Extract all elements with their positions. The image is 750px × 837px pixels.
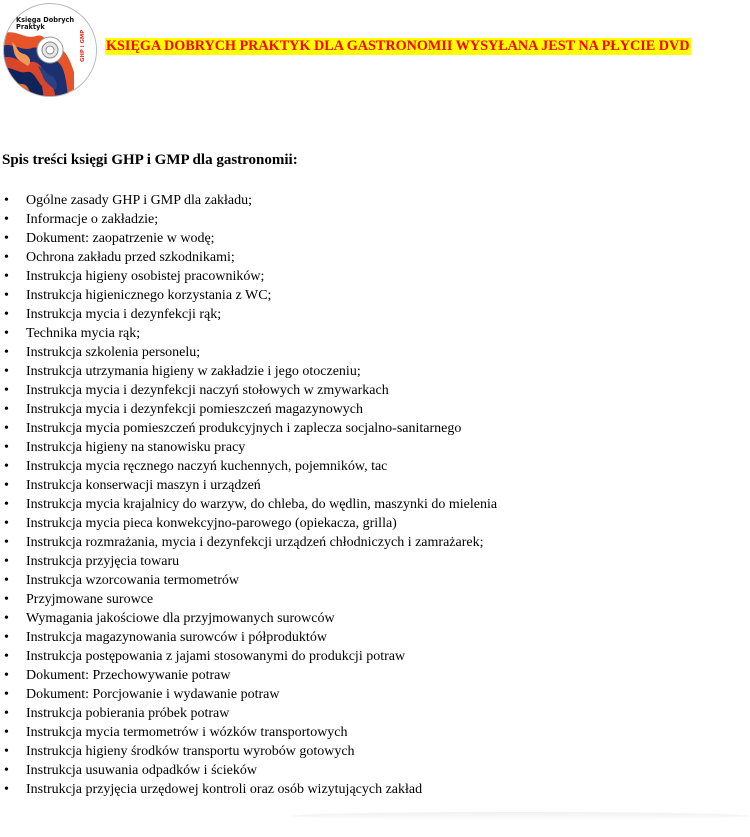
list-item bbox=[0, 780, 497, 799]
bullet-icon: • bbox=[4, 345, 9, 360]
bullet-icon: • bbox=[4, 630, 9, 645]
list-item bbox=[0, 419, 497, 438]
bullet-icon: • bbox=[4, 440, 9, 455]
list-item bbox=[0, 324, 497, 343]
bullet-icon: • bbox=[4, 668, 9, 683]
list-item-text: Informacje o zakładzie; bbox=[26, 212, 159, 227]
list-item bbox=[0, 628, 497, 647]
list-item bbox=[0, 381, 497, 400]
list-item bbox=[0, 210, 497, 229]
list-item bbox=[0, 286, 497, 305]
bullet-icon: • bbox=[4, 592, 9, 607]
bullet-icon: • bbox=[4, 307, 9, 322]
list-item-text: Instrukcja przyjęcia urzędowej kontroli oraz osób wizytujących zakład bbox=[26, 782, 423, 797]
list-item bbox=[0, 533, 497, 552]
list-item-text: Instrukcja magazynowania surowców i półproduktów bbox=[26, 630, 327, 645]
list-item bbox=[0, 666, 497, 685]
list-item bbox=[0, 191, 497, 210]
list-item-text: Instrukcja higieny środków transportu wyrobów gotowych bbox=[26, 744, 355, 759]
list-item bbox=[0, 229, 497, 248]
list-item-text: Przyjmowane surowce bbox=[26, 592, 154, 607]
list-item-text: Instrukcja wzorcowania termometrów bbox=[26, 573, 240, 588]
list-item-text: Instrukcja higienicznego korzystania z WC; bbox=[26, 288, 272, 303]
bullet-icon: • bbox=[4, 763, 9, 778]
list-item-text: Instrukcja usuwania odpadków i ścieków bbox=[26, 763, 257, 778]
list-item-text: Ochrona zakładu przed szkodnikami; bbox=[26, 250, 235, 265]
header bbox=[0, 0, 750, 100]
dvd-banner: KSIĘGA DOBRYCH PRAKTYK DLA GASTRONOMII WYSYŁANA JEST NA PŁYCIE DVD bbox=[106, 38, 690, 54]
bullet-icon: • bbox=[4, 573, 9, 588]
list-item-text: Instrukcja pobierania próbek potraw bbox=[26, 706, 230, 721]
list-item bbox=[0, 438, 497, 457]
list-item-text: Technika mycia rąk; bbox=[26, 326, 141, 341]
list-item-text: Instrukcja mycia termometrów i wózków transportowych bbox=[26, 725, 348, 740]
cd-label-line2: Praktyk bbox=[16, 23, 45, 31]
list-item-text: Instrukcja mycia pieca konwekcyjno-parowego (opiekacza, grilla) bbox=[26, 516, 397, 531]
list-item bbox=[0, 609, 497, 628]
list-item-text: Instrukcja mycia krajalnicy do warzyw, do chleba, do wędlin, maszynki do mielenia bbox=[26, 497, 498, 512]
bullet-icon: • bbox=[4, 421, 9, 436]
list-item-text: Instrukcja higieny osobistej pracowników; bbox=[26, 269, 265, 284]
list-item bbox=[0, 495, 497, 514]
bullet-icon: • bbox=[4, 459, 9, 474]
list-item bbox=[0, 761, 497, 780]
bottom-shadow bbox=[290, 812, 750, 820]
list-item-text: Instrukcja utrzymania higieny w zakładzie i jego otoczeniu; bbox=[26, 364, 361, 379]
list-item bbox=[0, 248, 497, 267]
list-item-text: Instrukcja mycia i dezynfekcji rąk; bbox=[26, 307, 222, 322]
list-item-text: Instrukcja przyjęcia towaru bbox=[26, 554, 180, 569]
bullet-icon: • bbox=[4, 611, 9, 626]
bullet-icon: • bbox=[4, 554, 9, 569]
list-item-text: Instrukcja mycia pomieszczeń produkcyjnych i zaplecza socjalno-sanitarnego bbox=[26, 421, 462, 436]
bullet-icon: • bbox=[4, 782, 9, 797]
list-item bbox=[0, 400, 497, 419]
bullet-icon: • bbox=[4, 649, 9, 664]
bullet-icon: • bbox=[4, 516, 9, 531]
cd-spine-label: GHP i GMP bbox=[80, 29, 86, 62]
bullet-icon: • bbox=[4, 725, 9, 740]
list-item-text: Dokument: zaopatrzenie w wodę; bbox=[26, 231, 215, 246]
list-item bbox=[0, 552, 497, 571]
list-item-text: Instrukcja szkolenia personelu; bbox=[26, 345, 201, 360]
bullet-icon: • bbox=[4, 744, 9, 759]
toc-title: Spis treści księgi GHP i GMP dla gastronomii: bbox=[2, 152, 298, 168]
list-item-text: Instrukcja konserwacji maszyn i urządzeń bbox=[26, 478, 261, 493]
list-item-text: Instrukcja higieny na stanowisku pracy bbox=[26, 440, 246, 455]
list-item bbox=[0, 723, 497, 742]
list-item bbox=[0, 704, 497, 723]
bullet-icon: • bbox=[4, 212, 9, 227]
bullet-icon: • bbox=[4, 193, 9, 208]
list-item bbox=[0, 343, 497, 362]
list-item bbox=[0, 514, 497, 533]
bullet-icon: • bbox=[4, 231, 9, 246]
cd-label-line1: Księga Dobrych bbox=[16, 16, 75, 24]
bullet-icon: • bbox=[4, 402, 9, 417]
list-item-text: Instrukcja mycia ręcznego naczyń kuchennych, pojemników, tac bbox=[26, 459, 388, 474]
list-item bbox=[0, 267, 497, 286]
list-item bbox=[0, 647, 497, 666]
list-item-text: Instrukcja rozmrażania, mycia i dezynfekcji urządzeń chłodniczych i zamrażarek; bbox=[26, 535, 484, 550]
list-item-text: Dokument: Przechowywanie potraw bbox=[26, 668, 231, 683]
bullet-icon: • bbox=[4, 497, 9, 512]
bullet-icon: • bbox=[4, 288, 9, 303]
list-item bbox=[0, 685, 497, 704]
list-item-text: Ogólne zasady GHP i GMP dla zakładu; bbox=[26, 193, 253, 208]
toc-list bbox=[0, 191, 497, 799]
bullet-icon: • bbox=[4, 269, 9, 284]
list-item-text: Instrukcja mycia i dezynfekcji naczyń stołowych w zmywarkach bbox=[26, 383, 389, 398]
list-item bbox=[0, 457, 497, 476]
list-item-text: Instrukcja mycia i dezynfekcji pomieszczeń magazynowych bbox=[26, 402, 364, 417]
bullet-icon: • bbox=[4, 250, 9, 265]
bullet-icon: • bbox=[4, 687, 9, 702]
list-item-text: Dokument: Porcjowanie i wydawanie potraw bbox=[26, 687, 280, 702]
list-item-text: Instrukcja postępowania z jajami stosowanymi do produkcji potraw bbox=[26, 649, 406, 664]
bullet-icon: • bbox=[4, 535, 9, 550]
bullet-icon: • bbox=[4, 383, 9, 398]
list-item bbox=[0, 476, 497, 495]
bullet-icon: • bbox=[4, 364, 9, 379]
cd-disc-image bbox=[2, 2, 98, 98]
list-item bbox=[0, 362, 497, 381]
bullet-icon: • bbox=[4, 706, 9, 721]
list-item bbox=[0, 305, 497, 324]
list-item bbox=[0, 590, 497, 609]
bullet-icon: • bbox=[4, 326, 9, 341]
list-item bbox=[0, 571, 497, 590]
list-item-text: Wymagania jakościowe dla przyjmowanych surowców bbox=[26, 611, 335, 626]
bullet-icon: • bbox=[4, 478, 9, 493]
list-item bbox=[0, 742, 497, 761]
